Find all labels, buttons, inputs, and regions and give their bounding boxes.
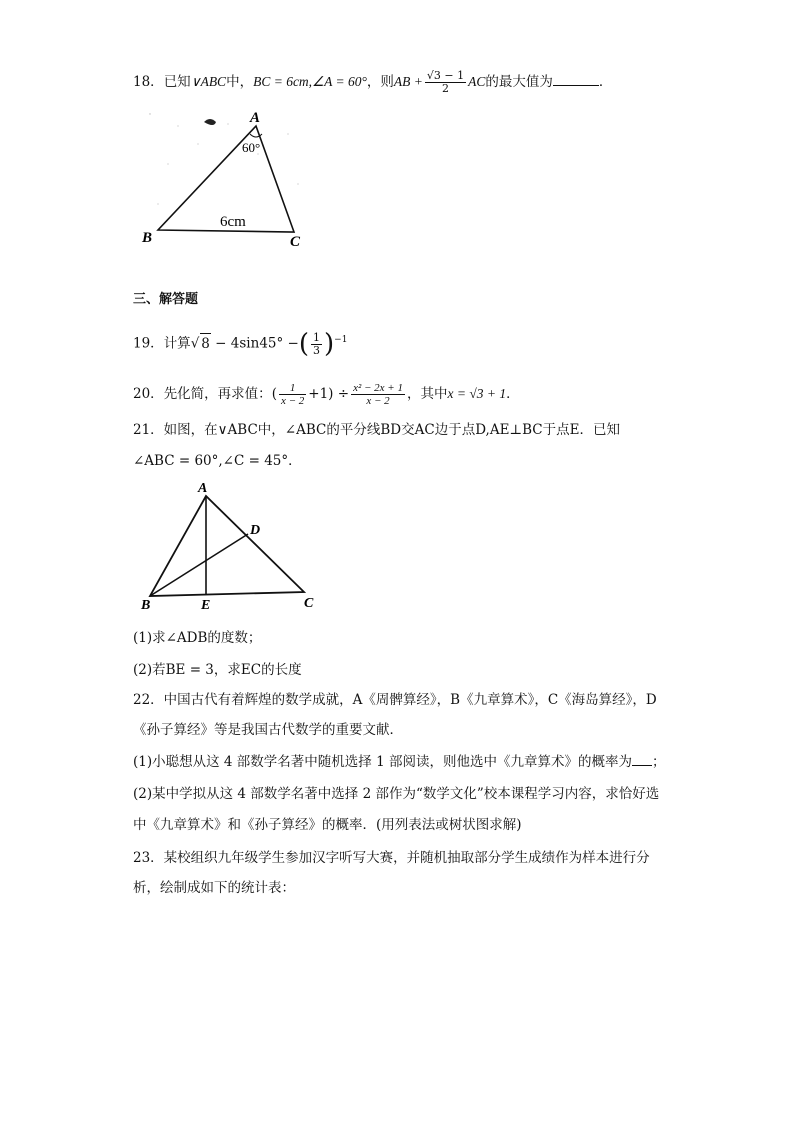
q22-line-1: 22．中国古代有着辉煌的数学成就，A《周髀算经》，B《九章算术》，C《海岛算经》，D (133, 692, 657, 708)
q18-fraction: $\frac{√3 - 1}{2}$ (426, 69, 465, 95)
q23-line-1: 23．某校组织九年级学生参加汉字听写大赛，并随机抽取部分学生成绩作为样本进行分 (133, 850, 650, 866)
vertex-c: C (304, 596, 314, 611)
q18-condition: BC = 6cm,∠A = 60° (253, 74, 367, 89)
bisector-bd (150, 534, 248, 596)
vertex-d: D (250, 523, 261, 538)
q21-sub-2: (2)若BE = 3，求EC的长度 (133, 662, 302, 678)
q20-line: 20．先化简，再求值：( $\frac{1}{x - 2}$ +1) ÷ $\frac{\text{x² − 2x + 1}}{x - 2}$ ，其中x = √3 + 1． (133, 382, 520, 407)
q21-triangle-figure (138, 478, 328, 618)
vertex-e: E (201, 598, 211, 613)
q21-sub-1: (1)求∠ADB的度数； (133, 630, 262, 646)
vertex-a: A (198, 481, 208, 496)
q18-line: 18．已知∨ABC中，BC = 6cm,∠A = 60°，则AB + $\frac{√3 - 1}{2}$ AC的最大值为 ． (133, 69, 613, 95)
q18-answer-blank (553, 73, 599, 86)
vertex-b: B (141, 598, 151, 613)
q21-line-1: 21．如图，在∨ABC中，∠ABC的平分线BD交AC边于点D,AE⊥BC于点E．已知 (133, 422, 620, 438)
q22-sub-2-line-2: 中《九章算术》和《孙子算经》的概率．(用列表法或树状图求解) (133, 817, 522, 833)
q23-line-2: 析，绘制成如下的统计表： (133, 880, 295, 896)
q21-line-2: ∠ABC = 60°,∠C = 45°． (133, 453, 302, 469)
side-label: 6cm (220, 214, 246, 230)
q19-fraction: $\frac{1}{3}$ (313, 330, 321, 357)
q19-line: 19．计算√ 8 − 4sin45° −( $\frac{1}{3}$ )$^{-1}$ (133, 329, 348, 359)
q22-answer-blank (632, 753, 652, 766)
section-heading: 三、解答题 (133, 292, 199, 307)
q20-fraction-1: $\frac{1}{x - 2}$ (280, 382, 305, 407)
vertex-c: C (290, 234, 301, 250)
q18-triangle-figure (138, 104, 318, 252)
vertex-a: A (250, 110, 261, 126)
q20-fraction-2: $\frac{\text{x² − 2x + 1}}{x - 2}$ (353, 382, 403, 407)
sqrt-symbol: √ (190, 335, 200, 352)
q22-sub-2-line-1: (2)某中学拟从这 4 部数学名著中选择 2 部作为“数学文化”校本课程学习内容，求恰好选 (133, 786, 660, 802)
vertex-b: B (142, 230, 153, 246)
q22-sub-1: (1)小聪想从这 4 部数学名著中随机选择 1 部阅读，则他选中《九章算术》的概率为 ； (133, 754, 666, 770)
q22-line-2: 《孙子算经》等是我国古代数学的重要文献． (133, 722, 403, 738)
ink-blot (204, 119, 216, 125)
angle-label: 60° (242, 140, 261, 155)
